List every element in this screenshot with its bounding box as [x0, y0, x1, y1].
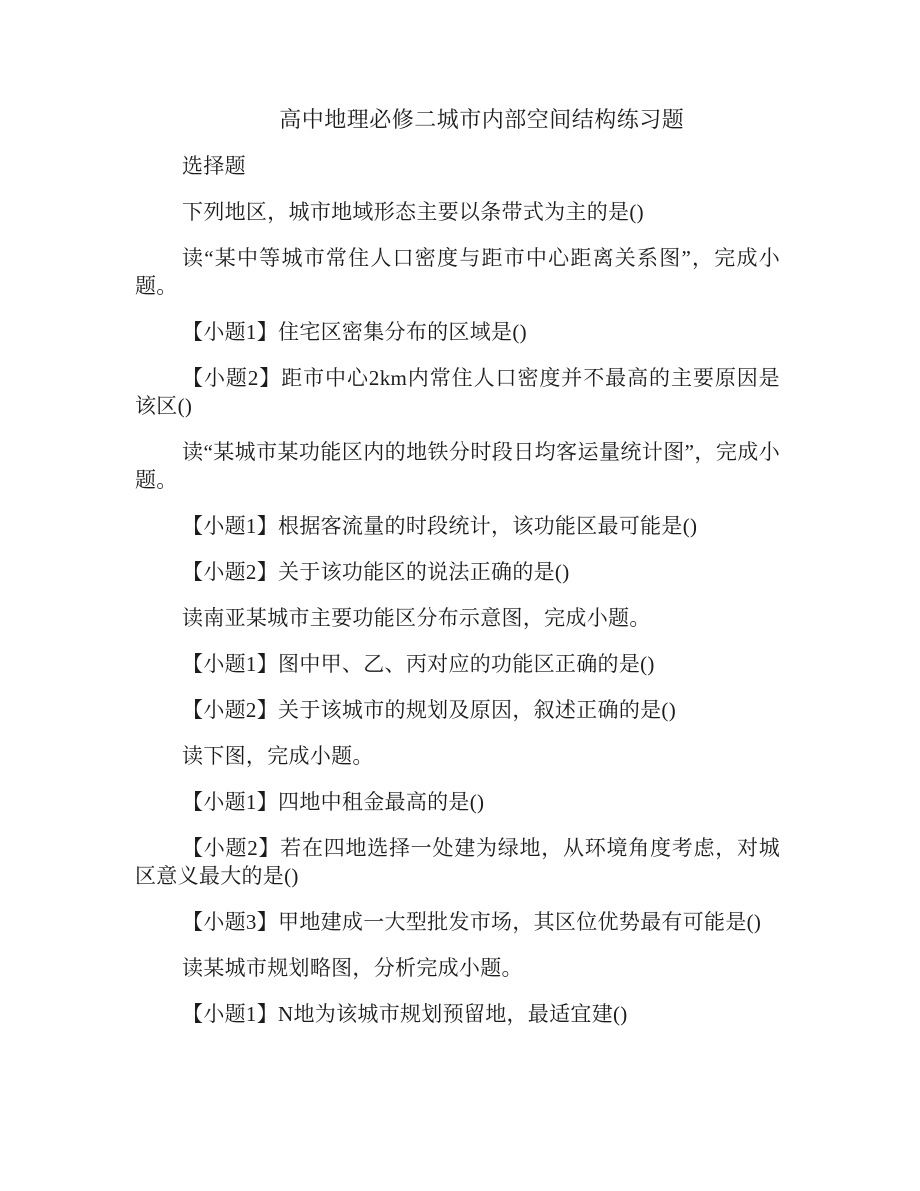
question-stem-paragraph: 读“某城市某功能区内的地铁分时段日均客运量统计图”，完成小题。 — [135, 440, 780, 492]
sub-question-paragraph: 【小题1】根据客流量的时段统计，该功能区最可能是() — [182, 514, 698, 538]
document-title: 高中地理必修二城市内部空间结构练习题 — [279, 107, 685, 132]
sub-question-paragraph: 【小题2】关于该城市的规划及原因，叙述正确的是() — [182, 698, 677, 722]
sub-question-paragraph: 【小题1】住宅区密集分布的区域是() — [182, 320, 527, 344]
sub-question-paragraph: 【小题1】图中甲、乙、丙对应的功能区正确的是() — [182, 652, 655, 676]
question-paragraph: 下列地区，城市地域形态主要以条带式为主的是() — [182, 200, 644, 224]
section-heading: 选择题 — [182, 154, 246, 178]
sub-question-paragraph: 【小题1】N地为该城市规划预留地，最适宜建() — [182, 1002, 628, 1026]
question-stem-paragraph: 读下图，完成小题。 — [182, 744, 374, 768]
sub-question-paragraph: 【小题2】距市中心2km内常住人口密度并不最高的主要原因是该区() — [135, 366, 780, 418]
question-stem-paragraph: 读某城市规划略图，分析完成小题。 — [182, 956, 523, 980]
document-body — [135, 152, 780, 1028]
question-stem-paragraph: 读南亚某城市主要功能区分布示意图，完成小题。 — [182, 606, 651, 630]
sub-question-paragraph: 【小题2】关于该功能区的说法正确的是() — [182, 560, 570, 584]
sub-question-paragraph: 【小题2】若在四地选择一处建为绿地，从环境角度考虑，对城区意义最大的是() — [135, 836, 780, 888]
question-stem-paragraph: 读“某中等城市常住人口密度与距市中心距离关系图”，完成小题。 — [135, 246, 780, 298]
sub-question-paragraph: 【小题3】甲地建成一大型批发市场，其区位优势最有可能是() — [182, 910, 762, 934]
sub-question-paragraph: 【小题1】四地中租金最高的是() — [182, 790, 485, 814]
